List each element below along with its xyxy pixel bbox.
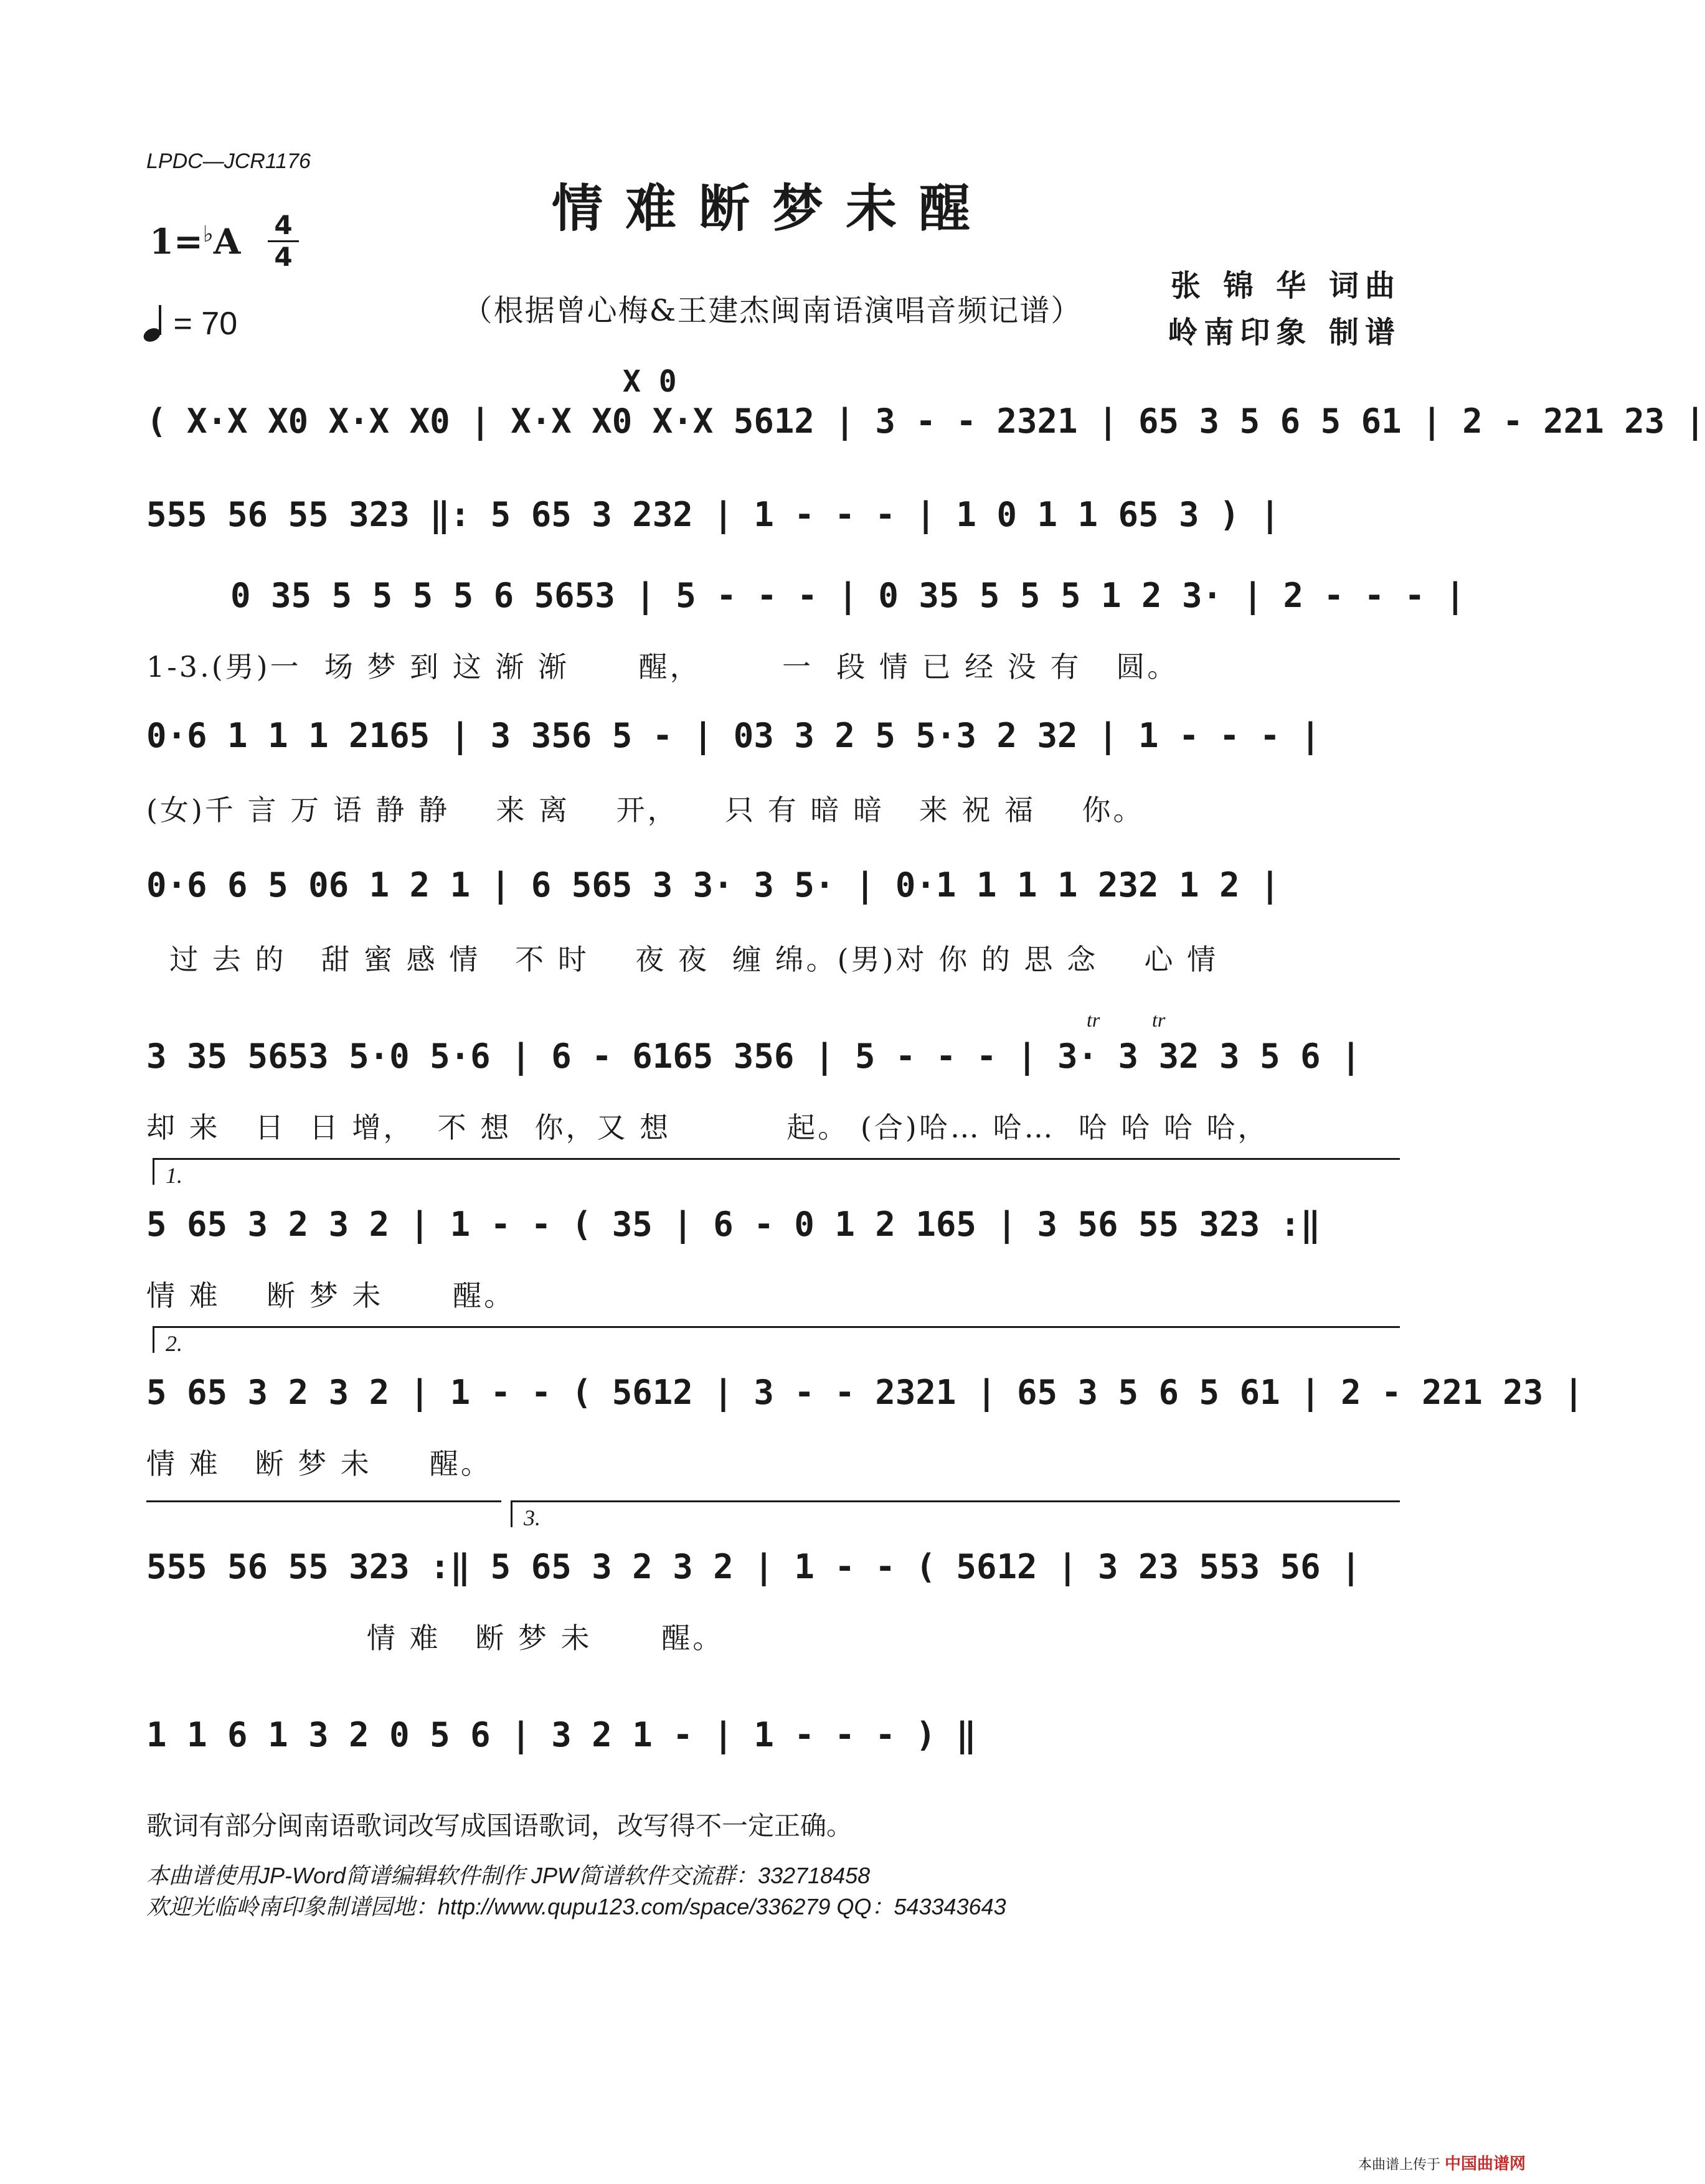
footnote: 歌词有部分闽南语歌词改写成国语歌词，改写得不一定正确。	[146, 1810, 853, 1841]
score-line-4: 0·6 1 1 1 2165 | 3 356 5 - | 03 3 2 5 5·3 2 32 | 1 - - - |	[146, 716, 1321, 755]
volta-line-2-end	[146, 1500, 501, 1502]
score-line-9: 555 56 55 323 :‖ 5 65 3 2 3 2 | 1 - - ( 5612 | 3 23 553 56 |	[146, 1547, 1361, 1586]
site-logo: 中国曲谱网	[1444, 2155, 1526, 2173]
score-line-5: 0·6 6 5 06 1 2 1 | 6 565 3 3· 3 5· | 0·1 1 1 1 232 1 2 |	[146, 865, 1280, 905]
software-info: 本曲谱使用JP-Word简谱编辑软件制作 JPW简谱软件交流群：332718458	[146, 1863, 871, 1888]
lyric-line-8: 情 难 断 梦 未 醒。	[146, 1447, 492, 1480]
subtitle: （根据曾心梅&王建杰闽南语演唱音频记谱）	[462, 293, 1082, 328]
song-title: 情难断梦未醒	[551, 179, 993, 238]
key-signature	[149, 221, 240, 263]
trill-mark: tr	[1087, 1009, 1100, 1031]
website-info: 欢迎光临岭南印象制谱园地：http://www.qupu123.com/space/336279 QQ：543343643	[146, 1894, 1006, 1919]
score-line-8: 5 65 3 2 3 2 | 1 - - ( 5612 | 3 - - 2321 | 65 3 5 6 5 61 | 2 - 221 23 |	[146, 1373, 1584, 1412]
stamp-text: 本曲谱上传于	[1358, 2157, 1440, 2173]
time-signature	[268, 212, 299, 271]
lyric-line-6: 却 来 日 日 增， 不 想 你，又 想 起。 (合)哈… 哈… 哈 哈 哈 哈，	[146, 1111, 1269, 1144]
lyric-line-4: (女)千 言 万 语 静 静 来 离 开， 只 有 暗 暗 来 祝 福 你。	[146, 793, 1145, 827]
score-line-6: 3 35 5653 5·0 5·6 | 6 - 6165 356 | 5 - - - | 3· 3 32 3 5 6 |	[146, 1037, 1361, 1076]
time-bottom: 4	[274, 242, 293, 272]
flat-sign: ♭	[202, 221, 214, 247]
lyric-line-9: 情 难 断 梦 未 醒。	[146, 1621, 724, 1655]
volta-bracket-2: 2.	[153, 1326, 1400, 1353]
credit-composer: 张 锦 华 词曲	[1170, 268, 1401, 303]
volta-bracket-1: 1.	[153, 1158, 1400, 1185]
score-line-3: 0 35 5 5 5 5 6 5653 | 5 - - - | 0 35 5 5 5 1 2 3· | 2 - - - |	[230, 576, 1466, 615]
trill-mark-2: tr	[1152, 1009, 1166, 1031]
key-prefix: 1=	[149, 221, 203, 263]
tempo-value: = 70	[173, 306, 238, 342]
score-line-7: 5 65 3 2 3 2 | 1 - - ( 35 | 6 - 0 1 2 165 | 3 56 55 323 :‖	[146, 1205, 1321, 1244]
score-above-line1: X 0	[623, 364, 677, 399]
volta-bracket-3: 3.	[511, 1500, 1400, 1527]
score-line-2: 555 56 55 323 ‖: 5 65 3 232 | 1 - - - | 1 0 1 1 65 3 ) |	[146, 495, 1280, 534]
lyric-line-7: 情 难 断 梦 未 醒。	[146, 1279, 516, 1312]
key-note: A	[213, 221, 241, 263]
score-line-10: 1 1 6 1 3 2 0 5 6 | 3 2 1 - | 1 - - - ) ‖	[146, 1715, 976, 1754]
time-top: 4	[274, 210, 293, 240]
score-code: LPDC—JCR1176	[146, 149, 311, 173]
lyric-line-3: 1-3.(男)一 场 梦 到 这 渐 渐 醒， 一 段 情 已 经 没 有 圆。	[146, 650, 1179, 684]
score-line-1: ( X·X X0 X·X X0 | X·X X0 X·X 5612 | 3 - - 2321 | 65 3 5 6 5 61 | 2 - 221 23 |	[146, 402, 1705, 441]
upload-stamp	[1358, 2151, 1526, 2174]
credit-arranger: 岭南印象 制谱	[1168, 315, 1401, 350]
lyric-line-5: 过 去 的 甜 蜜 感 情 不 时 夜 夜 缠 绵。(男)对 你 的 思 念 心 情	[146, 943, 1219, 976]
